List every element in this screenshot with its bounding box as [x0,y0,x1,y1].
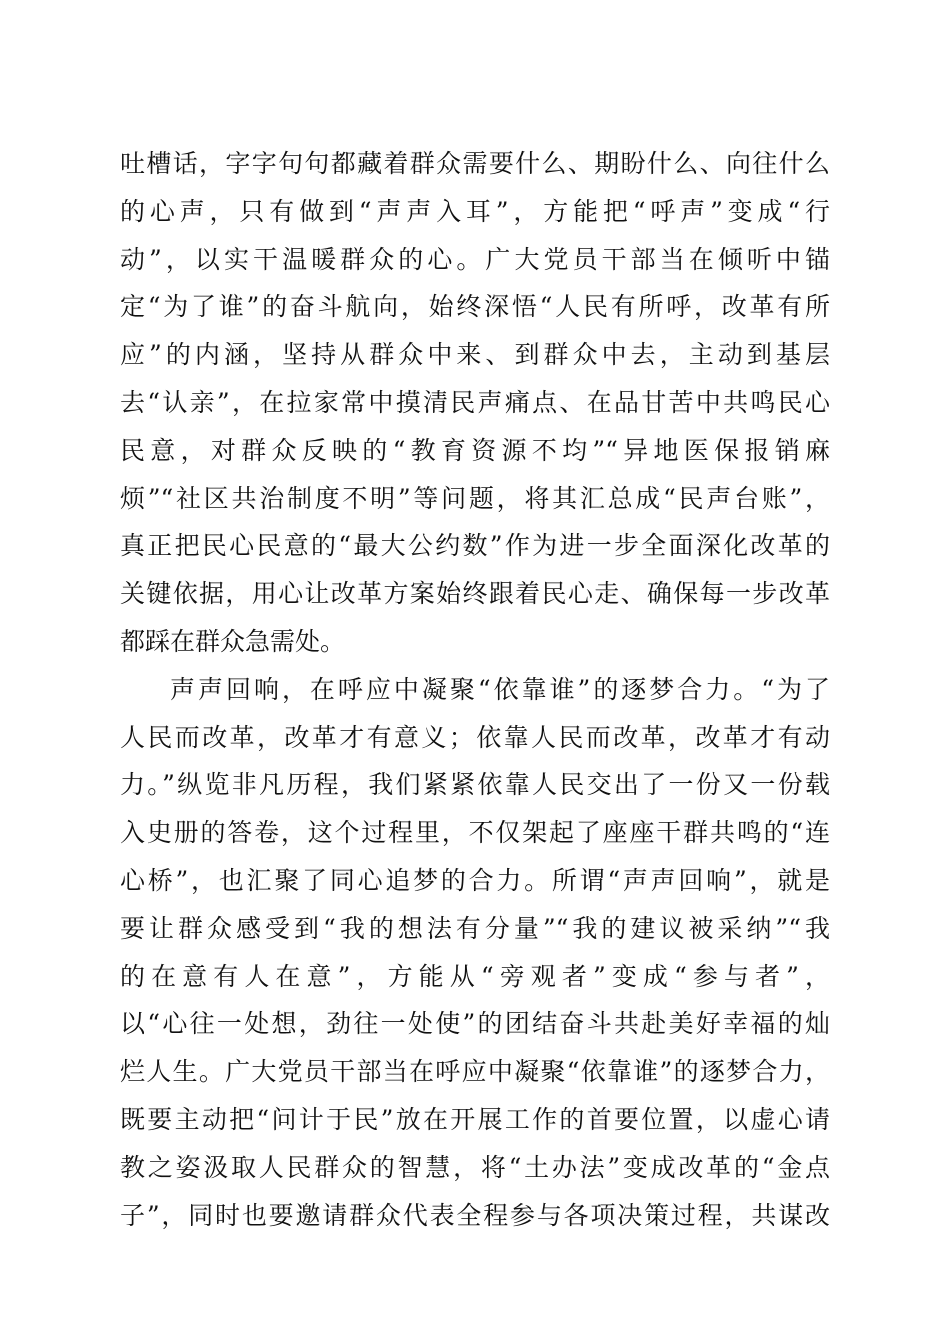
text-line: 动”，以实干温暖群众的心。广大党员干部当在倾听中锚 [120,244,830,274]
text-line: 烂人生。广大党员干部当在呼应中凝聚“依靠谁”的逐梦合力， [120,1057,830,1087]
paragraph-1 [120,140,830,666]
text-line: 声声回响，在呼应中凝聚“依靠谁”的逐梦合力。“为了 [170,674,830,704]
text-line: 既要主动把“问计于民”放在开展工作的首要位置，以虚心请 [120,1104,830,1134]
text-line: 真正把民心民意的“最大公约数”作为进一步全面深化改革的 [120,531,830,561]
text-line: 入史册的答卷，这个过程里，不仅架起了座座干群共鸣的“连 [120,818,830,848]
text-line: 都踩在群众急需处。 [120,626,346,656]
text-line: 关键依据，用心让改革方案始终跟着民心走、确保每一步改革 [120,579,830,609]
text-line: 应”的内涵，坚持从群众中来、到群众中去，主动到基层 [120,340,830,370]
text-line: 心桥”，也汇聚了同心追梦的合力。所谓“声声回响”，就是 [120,865,830,895]
text-line: 去“认亲”，在拉家常中摸清民声痛点、在品甘苦中共鸣民心 [120,387,830,417]
text-line: 教之姿汲取人民群众的智慧，将“土办法”变成改革的“金点 [120,1152,830,1182]
body-text [120,140,830,1239]
text-line: 力。”纵览非凡历程，我们紧紧依靠人民交出了一份又一份载 [120,770,830,800]
text-line: 人民而改革，改革才有意义；依靠人民而改革，改革才有动 [120,722,830,752]
text-line: 的在意有人在意”，方能从“旁观者”变成“参与者”， [120,961,830,991]
text-line: 定“为了谁”的奋斗航向，始终深悟“人民有所呼，改革有所 [120,292,830,322]
text-line: 烦”“社区共治制度不明”等问题，将其汇总成“民声台账”， [120,483,830,513]
text-line: 的心声，只有做到“声声入耳”，方能把“呼声”变成“行 [120,196,830,226]
paragraph-2 [120,666,830,1240]
text-line: 民意，对群众反映的“教育资源不均”“异地医保报销麻 [120,435,830,465]
text-line: 以“心往一处想，劲往一处使”的团结奋斗共赴美好幸福的灿 [120,1009,830,1039]
text-line: 子”，同时也要邀请群众代表全程参与各项决策过程，共谋改 [120,1200,830,1230]
text-line: 要让群众感受到“我的想法有分量”“我的建议被采纳”“我 [120,913,830,943]
text-line: 吐槽话，字字句句都藏着群众需要什么、期盼什么、向往什么 [120,149,830,178]
